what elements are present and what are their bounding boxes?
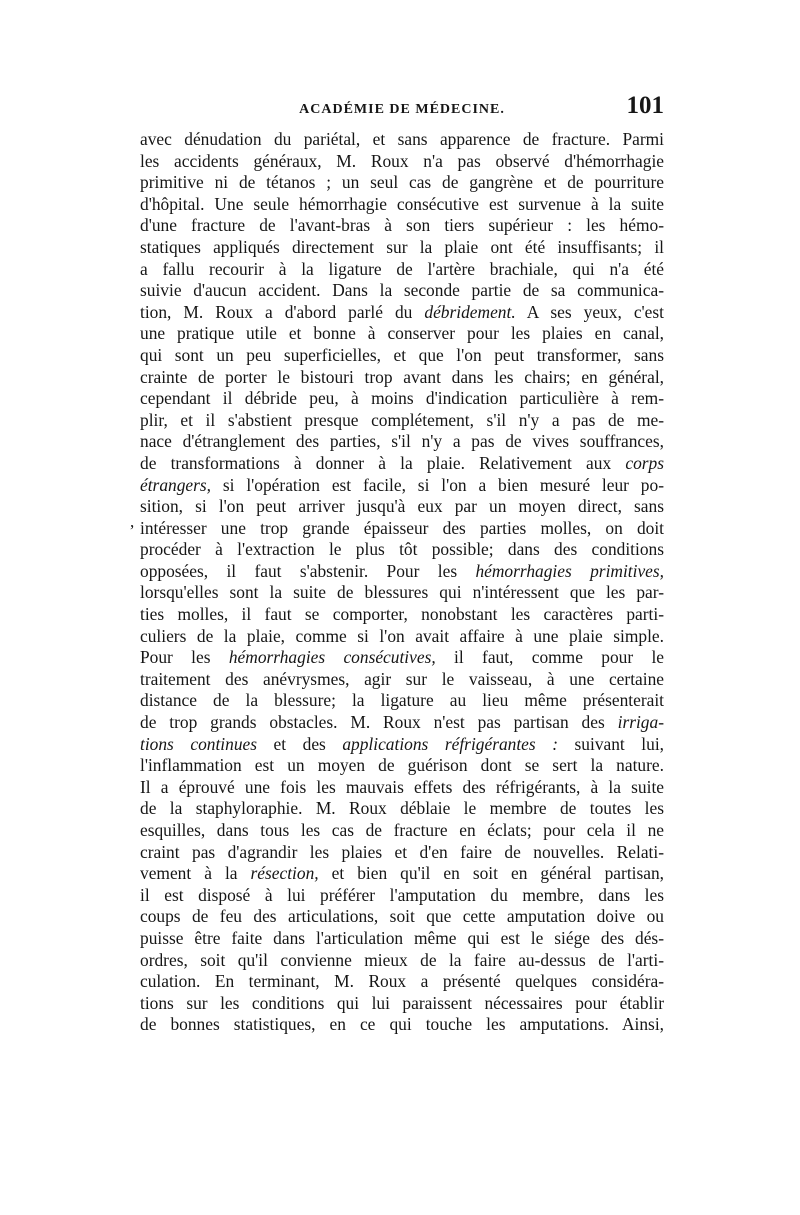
text-segment: distance de la blessure; la ligature au lieu même présenterait xyxy=(140,690,664,711)
text-segment: de la staphyloraphie. M. Roux déblaie le membre de toutes les xyxy=(140,798,664,819)
text-line xyxy=(140,237,664,259)
text-line xyxy=(140,863,664,885)
text-segment: tions sur les conditions qui lui paraissent nécessaires pour établir xyxy=(140,992,664,1013)
text-segment: traitement des anévrysmes, agir sur le vaisseau, à une certaine xyxy=(140,668,664,689)
text-segment: cependant il débride peu, à moins d'indication particulière à rem- xyxy=(140,388,664,409)
text-line xyxy=(140,129,664,151)
text-line xyxy=(140,345,664,367)
text-segment: suivie d'aucun accident. Dans la seconde partie de sa communica- xyxy=(140,280,664,301)
text-line xyxy=(140,734,664,756)
text-segment: de bonnes statistiques, en ce qui touche les amputations. Ainsi, xyxy=(140,1014,664,1035)
text-line xyxy=(140,928,664,950)
text-segment: ties molles, il faut se comporter, nonobstant les caractères parti- xyxy=(140,604,664,625)
text-line xyxy=(140,302,664,324)
text-line xyxy=(140,518,664,540)
text-segment: ordres, soit qu'il convienne mieux de la faire au-dessus de l'arti- xyxy=(140,949,664,970)
text-segment: et bien qu'il en soit en général partisan, xyxy=(318,863,664,884)
italic-term: étrangers, xyxy=(140,474,212,495)
text-line xyxy=(140,1014,664,1036)
text-line xyxy=(140,431,664,453)
text-line xyxy=(140,950,664,972)
text-segment: crainte de porter le bistouri trop avant dans les chairs; en général, xyxy=(140,366,664,387)
italic-term: résection, xyxy=(250,863,319,884)
margin-mark: , xyxy=(130,512,135,531)
text-segment: il faut, comme pour le xyxy=(435,647,664,668)
text-line xyxy=(140,539,664,561)
text-line xyxy=(140,410,664,432)
text-line xyxy=(140,582,664,604)
text-line xyxy=(140,323,664,345)
text-segment: esquilles, dans tous les cas de fracture en éclats; pour cela il ne xyxy=(140,820,664,840)
text-segment: de transformations à donner à la plaie. Relativement aux xyxy=(140,452,626,473)
text-segment: nace d'étranglement des parties, s'il n'y a pas de vives souffrances, xyxy=(140,431,664,452)
text-line xyxy=(140,259,664,281)
text-segment: opposées, il faut s'abstenir. Pour les xyxy=(140,560,476,581)
text-line xyxy=(140,712,664,734)
text-line xyxy=(140,626,664,648)
text-segment: d'hôpital. Une seule hémorrhagie consécutive est survenue à la suite xyxy=(140,193,664,214)
text-line xyxy=(140,194,664,216)
italic-term: irriga- xyxy=(617,712,664,733)
text-segment: vement à la xyxy=(140,863,251,884)
text-segment: de trop grands obstacles. M. Roux n'est pas partisan des xyxy=(140,712,618,733)
running-head xyxy=(140,92,664,126)
text-line xyxy=(140,647,664,669)
text-segment: coups de feu des articulations, soit que cette amputation doive ou xyxy=(140,906,664,927)
text-line xyxy=(140,755,664,777)
text-line xyxy=(140,906,664,928)
text-line xyxy=(140,842,664,864)
text-segment: a fallu recourir à la ligature de l'artère brachiale, qui n'a été xyxy=(140,258,664,279)
italic-term: tions continues xyxy=(140,733,258,754)
text-segment: puisse être faite dans l'articulation même qui est le siége des dés- xyxy=(140,927,664,948)
text-segment: sition, si l'on peut arriver jusqu'à eux par un moyen direct, sans xyxy=(140,496,664,517)
text-line xyxy=(140,971,664,993)
text-segment: A ses yeux, c'est xyxy=(515,301,664,322)
text-segment: craint pas d'agrandir les plaies et d'en faire de nouvelles. Relati- xyxy=(140,841,664,862)
text-line xyxy=(140,172,664,194)
text-segment: Pour les xyxy=(140,647,229,668)
text-line xyxy=(140,820,664,842)
text-line xyxy=(140,561,664,583)
text-segment: qui sont un peu superficielles, et que l'on peut transformer, sans xyxy=(140,344,664,365)
italic-term: applications réfrigérantes : xyxy=(342,733,558,754)
text-segment: lorsqu'elles sont la suite de blessures qui n'intéressent que les par- xyxy=(140,582,664,603)
italic-term: hémorrhagies consécutives, xyxy=(228,647,436,668)
text-line xyxy=(140,475,664,497)
text-line xyxy=(140,151,664,173)
text-segment: Il a éprouvé une fois les mauvais effets des réfrigérants, à la suite xyxy=(140,776,664,797)
text-segment: l'inflammation est un moyen de guérison dont se sert la nature. xyxy=(140,755,664,776)
text-segment: statiques appliqués directement sur la plaie ont été insuffisants; il xyxy=(140,236,664,257)
body-text xyxy=(140,129,664,1036)
text-line xyxy=(140,496,664,518)
text-segment: primitive ni de tétanos ; un seul cas de gangrène et de pourriture xyxy=(140,172,664,193)
text-line xyxy=(140,669,664,691)
italic-term: corps xyxy=(625,452,664,473)
text-segment: procéder à l'extraction le plus tôt possible; dans des conditions xyxy=(140,539,664,560)
text-line xyxy=(140,604,664,626)
text-line xyxy=(140,885,664,907)
text-segment: suivant lui, xyxy=(558,733,664,754)
text-line xyxy=(140,388,664,410)
text-line xyxy=(140,215,664,237)
text-segment: et des xyxy=(257,733,343,754)
text-segment: si l'opération est facile, si l'on a bien mesuré leur po- xyxy=(211,474,664,495)
text-segment: une pratique utile et bonne à conserver pour les plaies en canal, xyxy=(140,323,664,344)
text-segment: avec dénudation du pariétal, et sans apparence de fracture. Parmi xyxy=(140,129,664,149)
italic-term: hémorrhagies primitives, xyxy=(475,560,664,581)
text-line xyxy=(140,367,664,389)
text-line xyxy=(140,993,664,1015)
text-line xyxy=(140,453,664,475)
text-segment: intéresser une trop grande épaisseur des parties molles, on doit xyxy=(140,517,664,538)
text-segment: culiers de la plaie, comme si l'on avait affaire à une plaie simple. xyxy=(140,625,664,646)
page-number: 101 xyxy=(626,92,664,119)
running-title: ACADÉMIE DE MÉDECINE. xyxy=(299,102,505,117)
text-segment: il est disposé à lui préférer l'amputation du membre, dans les xyxy=(140,884,664,905)
text-segment: d'une fracture de l'avant-bras à son tiers supérieur : les hémo- xyxy=(140,215,664,236)
text-line xyxy=(140,777,664,799)
text-segment: tion, M. Roux a d'abord parlé du xyxy=(140,301,425,322)
text-segment: plir, et il s'abstient presque complétement, s'il n'y a pas de me- xyxy=(140,409,664,430)
text-segment: les accidents généraux, M. Roux n'a pas observé d'hémorrhagie xyxy=(140,150,664,171)
text-segment: culation. En terminant, M. Roux a présenté quelques considéra- xyxy=(140,971,664,992)
text-line xyxy=(140,690,664,712)
text-line xyxy=(140,798,664,820)
text-line xyxy=(140,280,664,302)
italic-term: débridement. xyxy=(424,301,516,322)
